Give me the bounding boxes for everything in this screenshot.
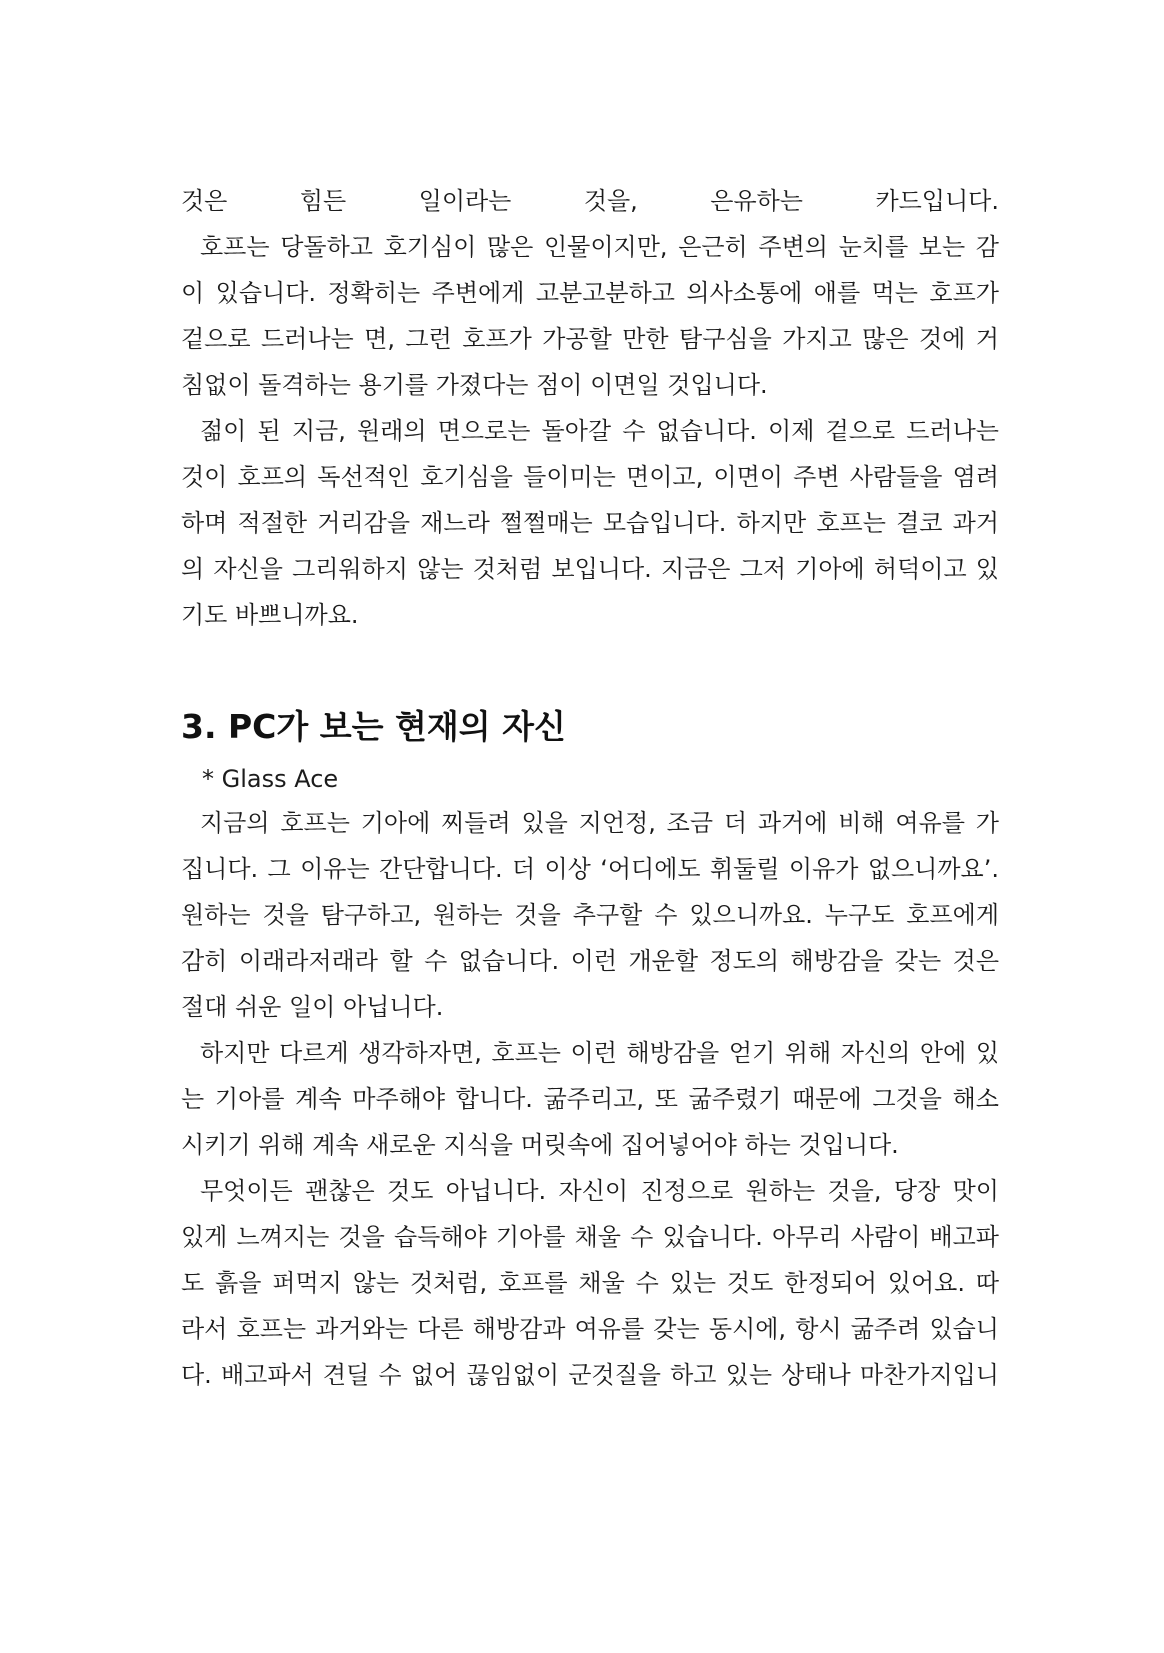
body-text-line: 침없이 돌격하는 용기를 가졌다는 점이 이면일 것입니다. bbox=[181, 371, 768, 399]
body-text-line: 절대 쉬운 일이 아닙니다. bbox=[181, 993, 444, 1021]
body-text-line: 것은 힘든 일이라는 것을, 은유하는 카드입니다. bbox=[181, 187, 999, 215]
body-text-line: 도 흙을 퍼먹지 않는 것처럼, 호프를 채울 수 있는 것도 한정되어 있어요. 따 bbox=[181, 1269, 999, 1297]
body-text-line: 시키기 위해 계속 새로운 지식을 머릿속에 집어넣어야 하는 것입니다. bbox=[181, 1131, 899, 1159]
body-text-line: 무엇이든 괜찮은 것도 아닙니다. 자신이 진정으로 원하는 것을, 당장 맛이 bbox=[200, 1177, 999, 1205]
body-text-line: 지금의 호프는 기아에 찌들려 있을 지언정, 조금 더 과거에 비해 여유를 가 bbox=[200, 809, 999, 837]
body-text-line: 기도 바쁘니까요. bbox=[181, 601, 359, 629]
body-text-line: 는 기아를 계속 마주해야 합니다. 굶주리고, 또 굶주렸기 때문에 그것을 해소 bbox=[181, 1085, 999, 1113]
body-text-line: 하며 적절한 거리감을 재느라 쩔쩔매는 모습입니다. 하지만 호프는 결코 과거 bbox=[181, 509, 999, 537]
body-text-line: 다. 배고파서 견딜 수 없어 끊임없이 군것질을 하고 있는 상태나 마찬가지입니 bbox=[181, 1361, 999, 1389]
body-text-line: 호프는 당돌하고 호기심이 많은 인물이지만, 은근히 주변의 눈치를 보는 감 bbox=[200, 233, 999, 261]
body-text-line: 것이 호프의 독선적인 호기심을 들이미는 면이고, 이면이 주변 사람들을 염려 bbox=[181, 463, 999, 491]
body-text-line: 의 자신을 그리워하지 않는 것처럼 보입니다. 지금은 그저 기아에 허덕이고 있 bbox=[181, 555, 999, 583]
body-text-line: 겉으로 드러나는 면, 그런 호프가 가공할 만한 탐구심을 가지고 많은 것에 거 bbox=[181, 325, 999, 353]
body-text-line: 감히 이래라저래라 할 수 없습니다. 이런 개운할 정도의 해방감을 갖는 것은 bbox=[181, 947, 999, 975]
body-text-line: 라서 호프는 과거와는 다른 해방감과 여유를 갖는 동시에, 항시 굶주려 있습니 bbox=[181, 1315, 999, 1343]
body-text-line: 이 있습니다. 정확히는 주변에게 고분고분하고 의사소통에 애를 먹는 호프가 bbox=[181, 279, 999, 307]
body-text-line: 젊이 된 지금, 원래의 면으로는 돌아갈 수 없습니다. 이제 겉으로 드러나는 bbox=[200, 417, 999, 445]
section-heading: 3. PC가 보는 현재의 자신 bbox=[181, 707, 566, 746]
body-text-line: 집니다. 그 이유는 간단합니다. 더 이상 ‘어디에도 휘둘릴 이유가 없으니까요’. bbox=[181, 855, 999, 883]
body-text-line: 원하는 것을 탐구하고, 원하는 것을 추구할 수 있으니까요. 누구도 호프에게 bbox=[181, 901, 999, 929]
body-text-line: 하지만 다르게 생각하자면, 호프는 이런 해방감을 얻기 위해 자신의 안에 있 bbox=[200, 1039, 999, 1067]
section-subheading: * Glass Ace bbox=[202, 765, 339, 793]
body-text-line: 있게 느껴지는 것을 습득해야 기아를 채울 수 있습니다. 아무리 사람이 배고파 bbox=[181, 1223, 999, 1251]
